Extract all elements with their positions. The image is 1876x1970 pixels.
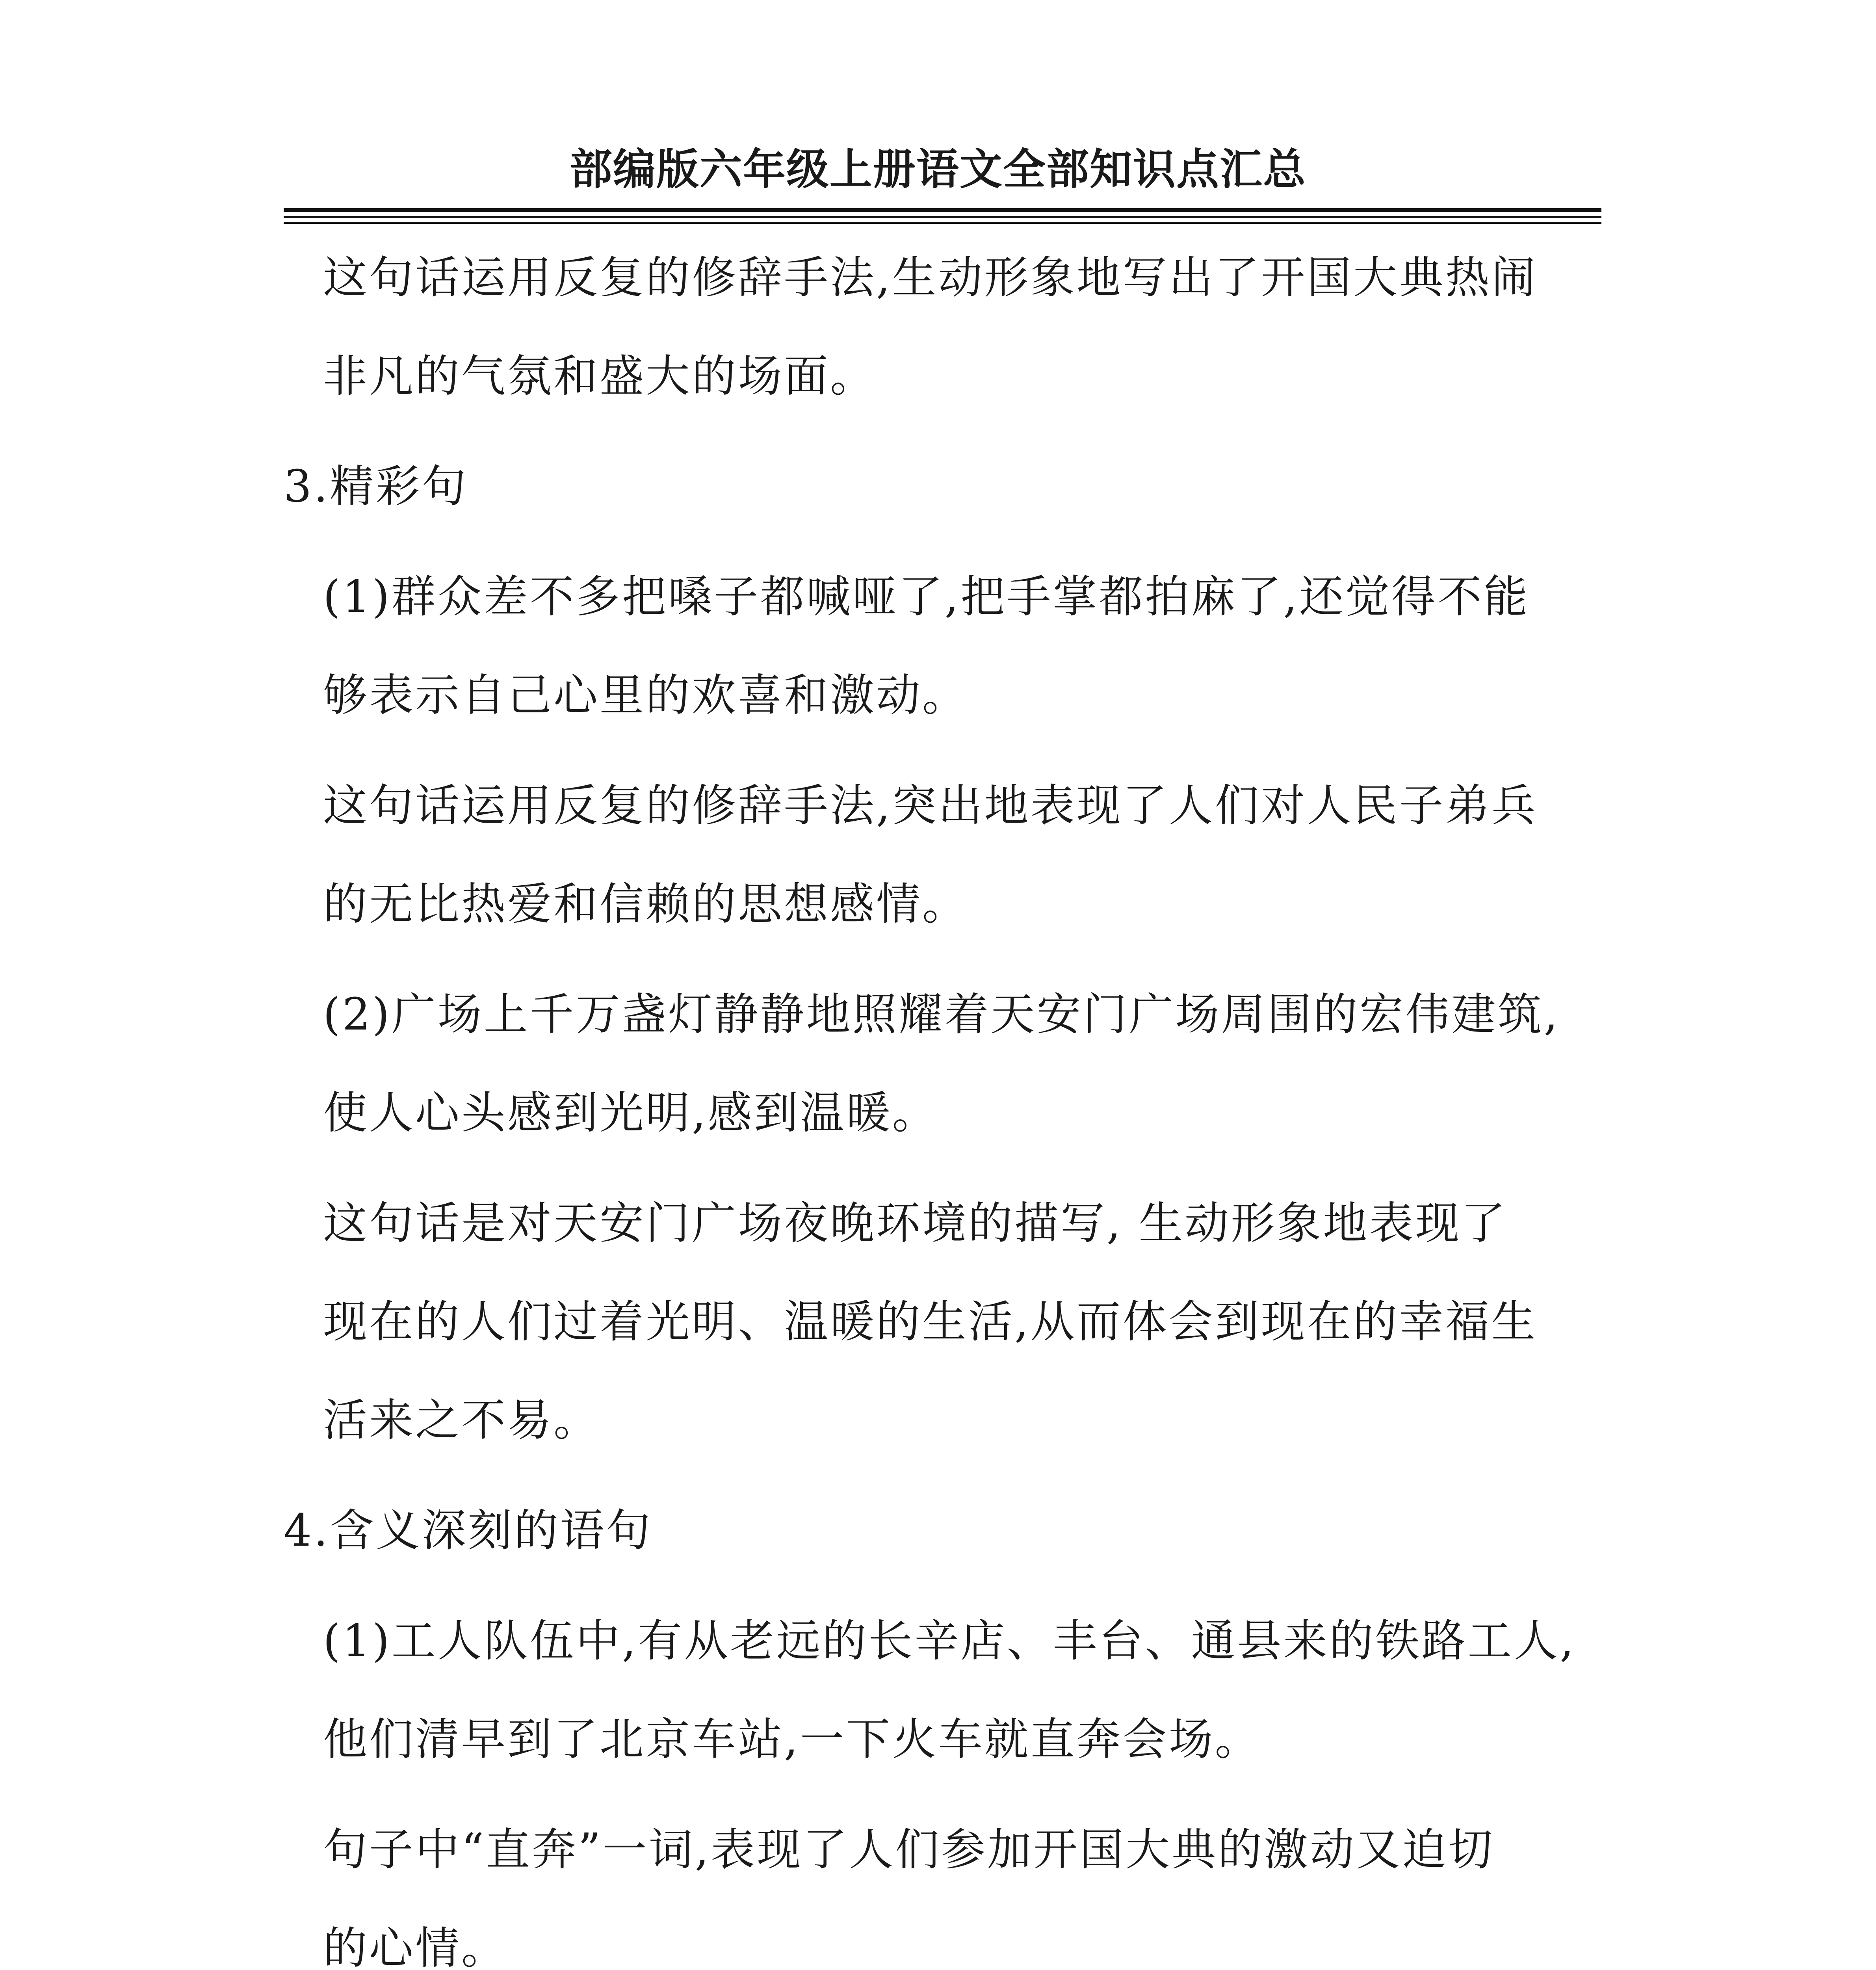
- paragraph-line: (1)群众差不多把嗓子都喊哑了,把手掌都拍麻了,还觉得不能: [323, 571, 1530, 623]
- section-heading: 4.含义深刻的语句: [284, 1505, 652, 1556]
- paragraph-line: (2)广场上千万盏灯静静地照耀着天安门广场周围的宏伟建筑,: [323, 989, 1560, 1040]
- paragraph-line: 这句话运用反复的修辞手法,突出地表现了人们对人民子弟兵: [323, 780, 1538, 831]
- paragraph-line: 现在的人们过着光明、温暖的生活,从而体会到现在的幸福生: [323, 1296, 1538, 1347]
- page-header-title: 部编版六年级上册语文全部知识点汇总: [569, 145, 1306, 194]
- paragraph-line: 非凡的气氛和盛大的场面。: [323, 351, 876, 402]
- paragraph-line: 活来之不易。: [323, 1395, 600, 1446]
- header-rule-medium: [284, 216, 1601, 218]
- paragraph-line: 句子中“直奔”一词,表现了人们参加开国大典的激动又迫切: [323, 1824, 1495, 1875]
- paragraph-line: 这句话运用反复的修辞手法,生动形象地写出了开国大典热闹: [323, 252, 1538, 303]
- paragraph-line: 他们清早到了北京车站,一下火车就直奔会场。: [323, 1714, 1261, 1765]
- paragraph-line: 的无比热爱和信赖的思想感情。: [323, 879, 968, 930]
- paragraph-line: 够表示自己心里的欢喜和激动。: [323, 670, 968, 721]
- paragraph-line: 使人心头感到光明,感到温暖。: [323, 1087, 938, 1139]
- paragraph-line: 的心情。: [323, 1923, 507, 1970]
- header-rule-thin: [284, 222, 1601, 224]
- paragraph-line: (1)工人队伍中,有从老远的长辛店、丰台、通县来的铁路工人,: [323, 1615, 1576, 1667]
- section-heading: 3.精彩句: [284, 461, 468, 512]
- header-rule-thick: [284, 208, 1601, 212]
- paragraph-line: 这句话是对天安门广场夜晚环境的描写, 生动形象地表现了: [323, 1198, 1508, 1249]
